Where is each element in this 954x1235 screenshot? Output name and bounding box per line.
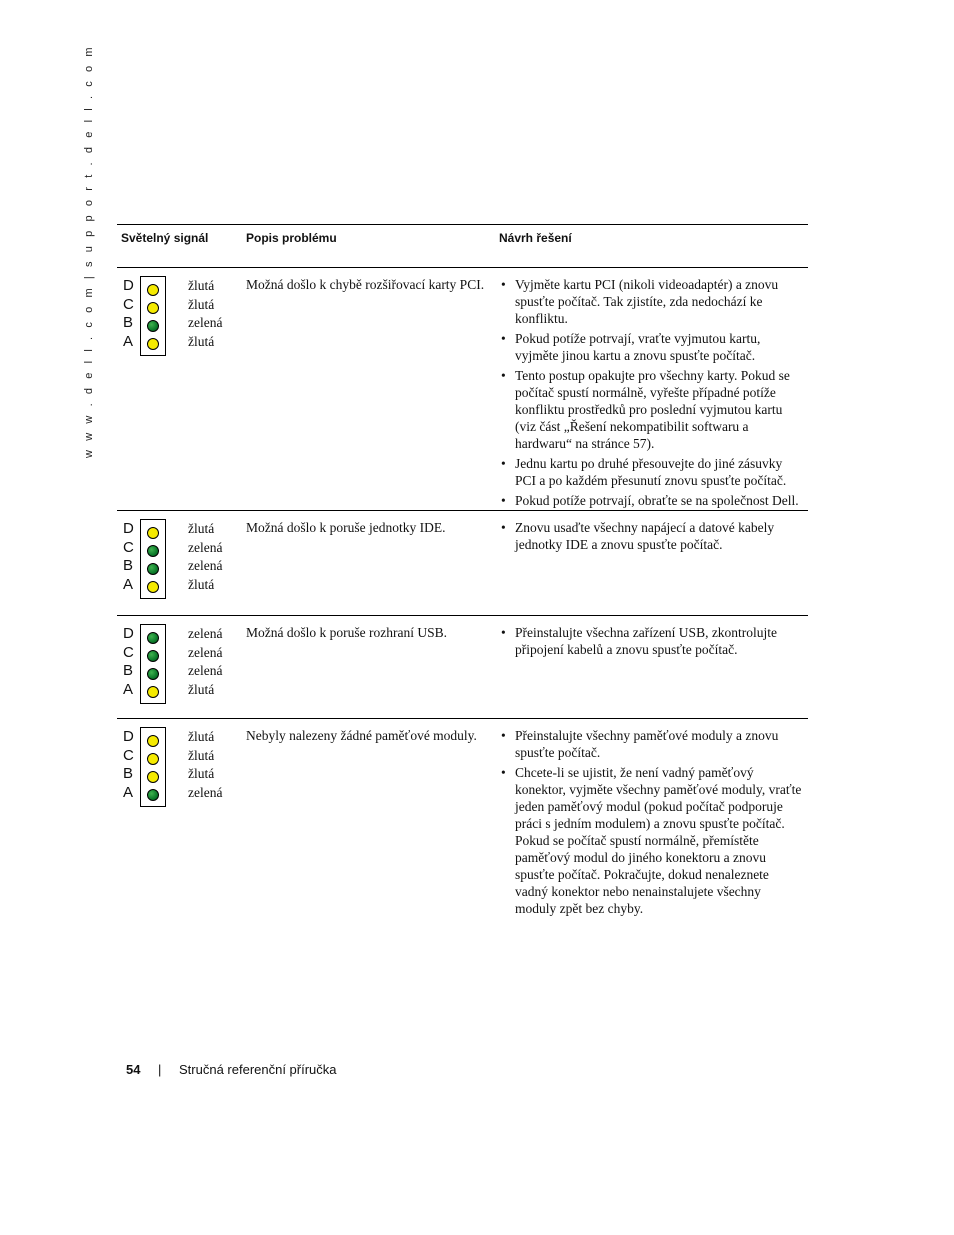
light-color-label: žlutá <box>188 278 215 293</box>
light-letter-b: B <box>123 314 134 331</box>
solution-item: • Jednu kartu po druhé přesouvejte do jiné zásuvky PCI a po každém přesunutí znovu spusťte počítač. <box>501 456 787 488</box>
light-color-label: žlutá <box>188 333 215 349</box>
header-suggested-solution: Návrh řešení <box>499 231 572 245</box>
suggested-solution <box>499 519 804 556</box>
solution-item: • Tento postup opakujte pro všechny karty. Pokud se počítač spustí normálně, vyřešte případné potíže konfliktu prostředků pro poslední vyjmutou kartu (viz část „Řešení nekompatibilit softwaru a hardwaru“ na stránce 57). <box>501 368 790 451</box>
light-led-d <box>147 527 159 539</box>
light-led-a <box>147 581 159 593</box>
light-color-label: žlutá <box>188 729 215 744</box>
light-led-d <box>147 735 159 747</box>
light-letter-b: B <box>123 557 134 574</box>
light-led-b <box>147 771 159 783</box>
problem-description: Možná došlo k poruše jednotky IDE. <box>246 520 446 535</box>
light-letter-d: D <box>123 277 134 294</box>
light-color-label: žlutá <box>188 747 215 763</box>
suggested-solution <box>499 624 804 661</box>
header-light-signal: Světelný signál <box>121 231 209 245</box>
light-letter-c: C <box>123 643 134 661</box>
light-letter-c: C <box>123 295 134 313</box>
light-color-label: zelená <box>188 663 223 678</box>
table-row <box>117 511 808 616</box>
light-letter-b: B <box>123 662 134 679</box>
light-color-label: zelená <box>188 644 223 660</box>
light-color-label: zelená <box>188 626 223 641</box>
light-color-label: zelená <box>188 539 223 555</box>
problem-description: Nebyly nalezeny žádné paměťové moduly. <box>246 728 477 743</box>
light-color-label: zelená <box>188 558 223 573</box>
light-led-a <box>147 789 159 801</box>
suggested-solution <box>499 727 804 920</box>
header-problem-description: Popis problému <box>246 231 337 245</box>
light-color-label: žlutá <box>188 521 215 536</box>
light-panel <box>140 624 166 704</box>
light-color-label: zelená <box>188 784 223 800</box>
page-number: 54 <box>126 1062 141 1077</box>
footer-title: Stručná referenční příručka <box>179 1062 337 1077</box>
light-color-label: žlutá <box>188 296 215 312</box>
light-letter-a: A <box>123 783 134 801</box>
footer-separator: | <box>158 1062 162 1077</box>
solution-item: • Vyjměte kartu PCI (nikoli videoadaptér) a znovu spusťte počítač. Tak zjistíte, zda nedochází ke konfliktu. <box>501 277 779 326</box>
solution-item: • Přeinstalujte všechny paměťové moduly a znovu spusťte počítač. <box>501 728 779 760</box>
solution-item: • Přeinstalujte všechna zařízení USB, zkontrolujte připojení kabelů a znovu spusťte počítač. <box>501 625 778 657</box>
solution-item: • Znovu usaďte všechny napájecí a datové kabely jednotky IDE a znovu spusťte počítač. <box>501 520 775 552</box>
light-letter-b: B <box>123 765 134 782</box>
light-panel <box>140 519 166 599</box>
problem-description: Možná došlo k poruše rozhraní USB. <box>246 625 447 640</box>
suggested-solution <box>499 276 804 512</box>
light-led-c <box>147 545 159 557</box>
light-led-a <box>147 686 159 698</box>
side-url: w w w . d e l l . c o m | s u p p o r t . d e l l . c o m <box>83 44 95 458</box>
light-color-label: žlutá <box>188 681 215 697</box>
light-letter-d: D <box>123 728 134 745</box>
light-led-b <box>147 320 159 332</box>
light-led-c <box>147 302 159 314</box>
table-row <box>117 719 808 919</box>
light-letter-d: D <box>123 520 134 537</box>
diagnostic-light-indicator <box>123 624 223 708</box>
light-led-d <box>147 284 159 296</box>
light-color-label: žlutá <box>188 576 215 592</box>
solution-item: • Pokud potíže potrvají, vraťte vyjmutou kartu, vyjměte jinou kartu a znovu spusťte počítač. <box>501 331 761 363</box>
light-led-d <box>147 632 159 644</box>
diagnostic-light-indicator <box>123 727 223 811</box>
table-header <box>117 224 808 268</box>
light-led-b <box>147 563 159 575</box>
light-led-a <box>147 338 159 350</box>
light-color-label: zelená <box>188 315 223 330</box>
light-led-b <box>147 668 159 680</box>
diagnostic-light-indicator <box>123 519 223 603</box>
solution-item: • Chcete-li se ujistit, že není vadný paměťový konektor, vyjměte všechny paměťové moduly, vraťte jeden paměťový modul (pokud počítač podporuje práci s jedním modulem) a znovu spusťte počítač. Pokud se počítač spustí normálně, přemístěte paměťový modul do jiného konektoru a znovu spusťte počítač. Pokračujte, dokud nenaleznete vadný konektor nebo nenainstalujete všechny moduly zpět bez chyby. <box>501 765 802 916</box>
light-panel <box>140 276 166 356</box>
light-led-c <box>147 650 159 662</box>
diagnostic-light-indicator <box>123 276 223 360</box>
light-letter-d: D <box>123 625 134 642</box>
light-letter-a: A <box>123 575 134 593</box>
light-color-label: žlutá <box>188 766 215 781</box>
diagnostic-lights-table <box>117 224 808 919</box>
light-letter-c: C <box>123 746 134 764</box>
light-led-c <box>147 753 159 765</box>
table-row <box>117 616 808 719</box>
light-letter-a: A <box>123 332 134 350</box>
light-letter-a: A <box>123 680 134 698</box>
table-row <box>117 268 808 511</box>
problem-description: Možná došlo k chybě rozšiřovací karty PCI. <box>246 277 485 292</box>
solution-item: • Pokud potíže potrvají, obraťte se na společnost Dell. <box>501 493 799 508</box>
light-panel <box>140 727 166 807</box>
light-letter-c: C <box>123 538 134 556</box>
